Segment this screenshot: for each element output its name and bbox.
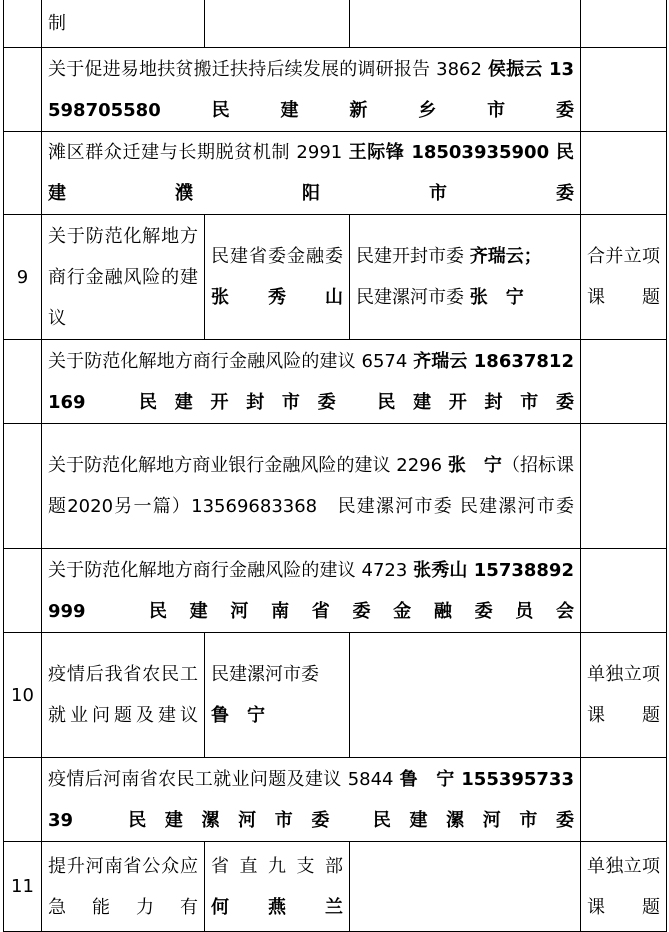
table-row bbox=[4, 758, 667, 842]
table-row bbox=[4, 424, 667, 549]
title-cell: 制 bbox=[42, 0, 205, 48]
unit-cell: 省直九支部 何燕兰 bbox=[205, 842, 350, 932]
row-number: 10 bbox=[4, 633, 42, 758]
row-number: 9 bbox=[4, 215, 42, 340]
table-row bbox=[4, 633, 667, 758]
table-row bbox=[4, 48, 667, 132]
report-cell: 疫情后河南省农民工就业问题及建议 5844 鲁 宁 15539573339 民建漯河市委 民建漯河市委 bbox=[42, 758, 581, 842]
report-cell: 关于防范化解地方商业银行金融风险的建议 2296 张 宁（招标课题2020另一篇）13569683368 民建漯河市委 民建漯河市委 bbox=[42, 424, 581, 549]
table-row bbox=[4, 0, 667, 48]
table-row bbox=[4, 549, 667, 633]
row-number: 11 bbox=[4, 842, 42, 932]
report-cell: 滩区群众迁建与长期脱贫机制 2991 王际锋 18503935900 民建濮阳市委 bbox=[42, 132, 581, 215]
coop-cell: 民建开封市委 齐瑞云； 民建漯河市委 张 宁 bbox=[350, 215, 581, 340]
unit-cell: 民建漯河市委 鲁 宁 bbox=[205, 633, 350, 758]
type-cell: 单独立项课题 bbox=[581, 842, 667, 932]
table-row bbox=[4, 842, 667, 932]
title-cell: 提升河南省公众应急能力有 bbox=[42, 842, 205, 932]
report-cell: 关于促进易地扶贫搬迁扶持后续发展的调研报告 3862 侯振云 13598705580民建新乡市委 bbox=[42, 48, 581, 132]
title-cell: 关于防范化解地方商行金融风险的建议 bbox=[42, 215, 205, 340]
table-row bbox=[4, 340, 667, 424]
project-table bbox=[3, 0, 667, 932]
table-row bbox=[4, 215, 667, 340]
type-cell: 合并立项课题 bbox=[581, 215, 667, 340]
type-cell: 单独立项课题 bbox=[581, 633, 667, 758]
unit-cell: 民建省委金融委 张秀山 bbox=[205, 215, 350, 340]
title-cell: 疫情后我省农民工就业问题及建议 bbox=[42, 633, 205, 758]
report-cell: 关于防范化解地方商行金融风险的建议 6574 齐瑞云 18637812169 民建开封市委 民建开封市委 bbox=[42, 340, 581, 424]
report-cell: 关于防范化解地方商行金融风险的建议 4723 张秀山 15738892999 民建河南省委金融委员会 bbox=[42, 549, 581, 633]
table-row bbox=[4, 132, 667, 215]
